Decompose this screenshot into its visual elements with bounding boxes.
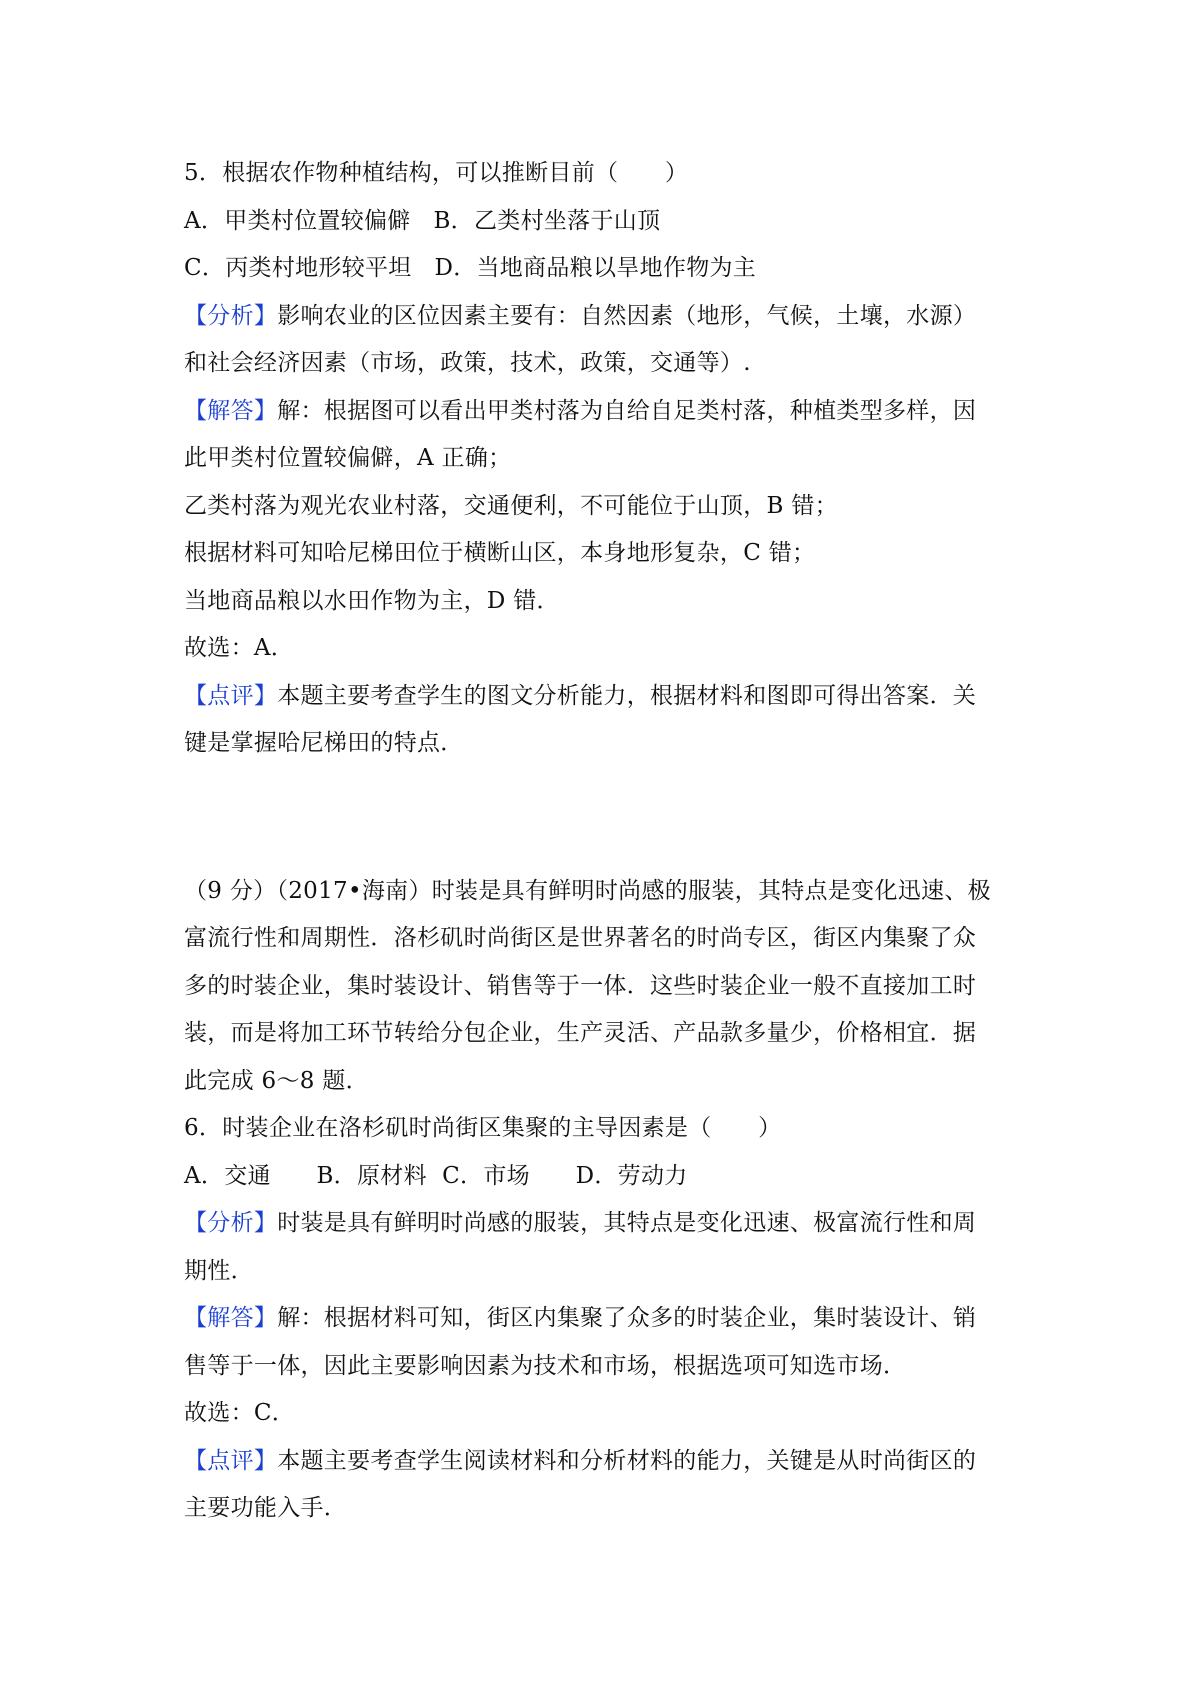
- q5-comment-line-1: [184, 673, 1030, 721]
- q5-answer-text: 解：根据图可以看出甲类村落为自给自足类村落，种植类型多样，因: [277, 397, 977, 424]
- q5-analysis-line-1: [184, 293, 1030, 341]
- q5-options-row-2: [184, 245, 1030, 293]
- q5-answer-line-1: [184, 388, 1030, 436]
- passage-line-5: 此完成 6～8 题．: [184, 1067, 369, 1094]
- q5-comment-text: 本题主要考查学生的图文分析能力，根据材料和图即可得出答案．关: [277, 682, 977, 709]
- passage-line-2: 富流行性和周期性．洛杉矶时尚街区是世界著名的时尚专区，街区内集聚了众: [184, 925, 977, 951]
- q6-stem: 6．时装企业在洛杉矶时尚街区集聚的主导因素是（ ）: [184, 1115, 782, 1141]
- q5-stem: 5．根据农作物种植结构，可以推断目前（ ）: [184, 160, 689, 186]
- q6-analysis-line-2: 期性．: [184, 1257, 254, 1284]
- q5-answer-line-4: 根据材料可知哈尼梯田位于横断山区，本身地形复杂，C 错；: [184, 540, 816, 566]
- q6-option-d: D．劳动力: [575, 1162, 688, 1189]
- q5-analysis-text: 影响农业的区位因素主要有：自然因素（地形，气候，土壤，水源）: [277, 302, 977, 329]
- q5-analysis-line-2: 和社会经济因素（市场，政策，技术，政策，交通等）.: [184, 350, 751, 376]
- passage-line-4: 装，而是将加工环节转给分包企业，生产灵活、产品款多量少，价格相宜．据: [184, 1020, 977, 1046]
- q6-analysis-tag: 【分析】: [184, 1210, 278, 1236]
- q5-option-c: C．丙类村地形较平坦: [184, 255, 412, 281]
- passage-line-1: （9 分）（2017•海南）时装是具有鲜明时尚感的服装，其特点是变化迅速、极: [184, 877, 991, 904]
- q6-option-b: B．原材料: [316, 1162, 427, 1189]
- q6-answer-line-2: 售等于一体，因此主要影响因素为技术和市场，根据选项可知选市场．: [184, 1352, 907, 1379]
- q5-answer-tag: 【解答】: [184, 397, 278, 424]
- q6-options-row: [184, 1153, 1030, 1201]
- q6-option-a: A．交通: [184, 1162, 271, 1189]
- q5-answer-line-5: 当地商品粮以水田作物为主，D 错．: [184, 587, 560, 614]
- q5-analysis-tag: 【分析】: [184, 302, 278, 329]
- q6-comment-text: 本题主要考查学生阅读材料和分析材料的能力，关键是从时尚街区的: [277, 1447, 977, 1474]
- q5-option-d: D．当地商品粮以旱地作物为主: [434, 255, 757, 281]
- q5-answer-line-2: 此甲类村位置较偏僻，A 正确；: [184, 445, 512, 471]
- q5-comment-tag: 【点评】: [184, 682, 278, 709]
- q5-option-b: B．乙类村坐落于山顶: [433, 207, 661, 234]
- document-page: [184, 150, 1030, 1533]
- q6-answer-text: 解：根据材料可知，街区内集聚了众多的时装企业，集时装设计、销: [277, 1305, 977, 1331]
- q6-analysis-line-1: [184, 1200, 1030, 1248]
- passage-line-3: 多的时装企业，集时装设计、销售等于一体．这些时装企业一般不直接加工时: [184, 972, 977, 999]
- q5-comment-line-2: 键是掌握哈尼梯田的特点．: [184, 730, 464, 756]
- q5-option-a: A．甲类村位置较偏僻: [184, 207, 411, 234]
- q5-answer-line-3: 乙类村落为观光农业村落，交通便利，不可能位于山顶，B 错；: [184, 492, 838, 519]
- q6-answer-line-1: [184, 1295, 1030, 1343]
- q6-comment-line-2: 主要功能入手．: [184, 1495, 348, 1521]
- q5-answer-choice: 故选：A．: [184, 635, 295, 661]
- q6-answer-tag: 【解答】: [184, 1305, 278, 1331]
- q6-comment-tag: 【点评】: [184, 1447, 278, 1474]
- q6-comment-line-1: [184, 1438, 1030, 1486]
- q6-answer-choice: 故选：C．: [184, 1400, 296, 1426]
- q6-analysis-text: 时装是具有鲜明时尚感的服装，其特点是变化迅速、极富流行性和周: [277, 1210, 977, 1236]
- section-spacer: [184, 768, 1030, 868]
- q6-option-c: C．市场: [442, 1162, 530, 1189]
- q5-options-row-1: [184, 198, 1030, 246]
